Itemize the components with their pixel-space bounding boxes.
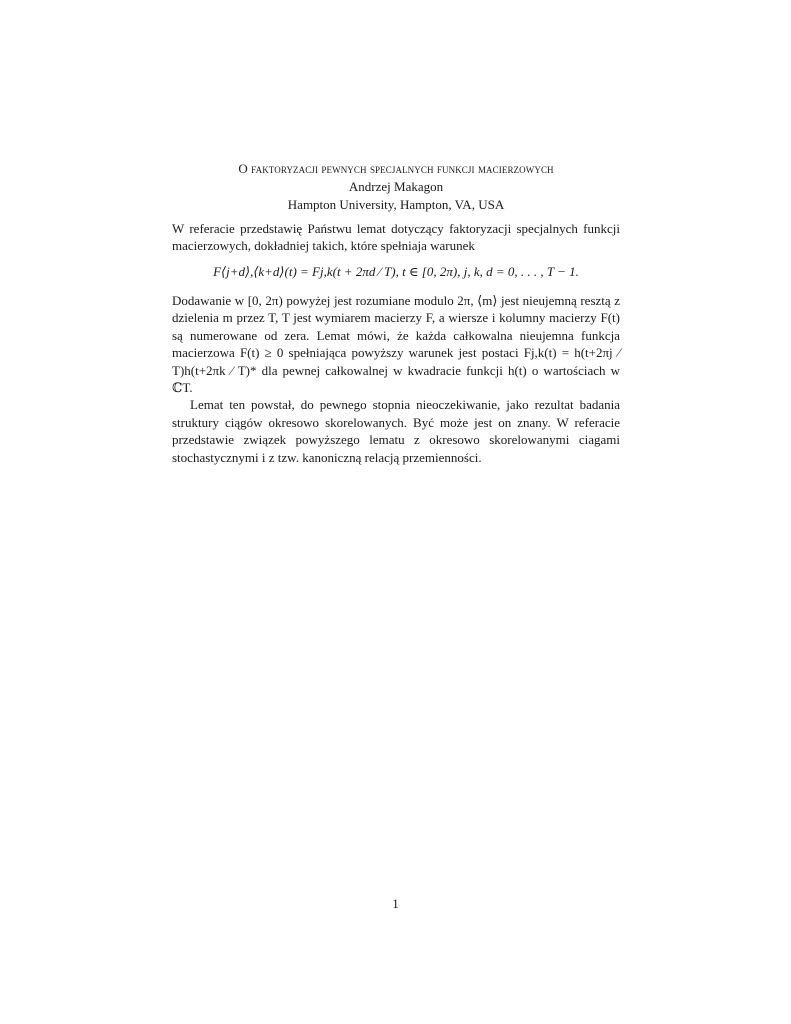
page-number: 1 [392,896,399,911]
body-paragraph-1: Dodawanie w [0, 2π) powyżej jest rozumiane modulo 2π, ⟨m⟩ jest nieujemną resztą z dzielenia m przez T, T jest wymiarem macierzy F, a wiersze i kolumny macierzy F(t) są numerowane od zera. Lemat mówi, że każda całkowalna nieujemna funkcja macierzowa F(t) ≥ 0 spełniająca powyższy warunek jest postaci Fj,k(t) = h(t+2πj ⁄ T)h(t+2πk ⁄ T)* dla pewnej całkowalnej w kwadracie funkcji h(t) o wartościach w ℂT. [172,293,620,396]
body-section [172,292,620,466]
body-paragraph-2: Lemat ten powstał, do pewnego stopnia nieoczekiwanie, jako rezultat badania struktury ciągów okresowo skorelowanych. Być może jest on znany. W referacie przedstawie związek powyższego lematu z okresowo skorelowanymi ciagami stochastycznymi i z tzw. kanoniczną relacją przemienności. [172,397,620,465]
paper-title: O faktoryzacji pewnych specjalnych funkcji macierzowych [238,161,554,176]
author-name: Andrzej Makagon [348,179,444,194]
display-equation: F⟨j+d⟩,⟨k+d⟩(t) = Fj,k(t + 2πd ⁄ T), t ∈ [0, 2π), j, k, d = 0, . . . , T − 1. [213,264,579,279]
author-affiliation: Hampton University, Hampton, VA, USA [287,197,505,212]
intro-section [172,220,620,255]
title-block [172,160,620,214]
intro-paragraph: W referacie przedstawię Państwu lemat dotyczący faktoryzacji specjalnych funkcji macierzowych, dokładniej takich, które spełniaja warunek [172,221,620,254]
